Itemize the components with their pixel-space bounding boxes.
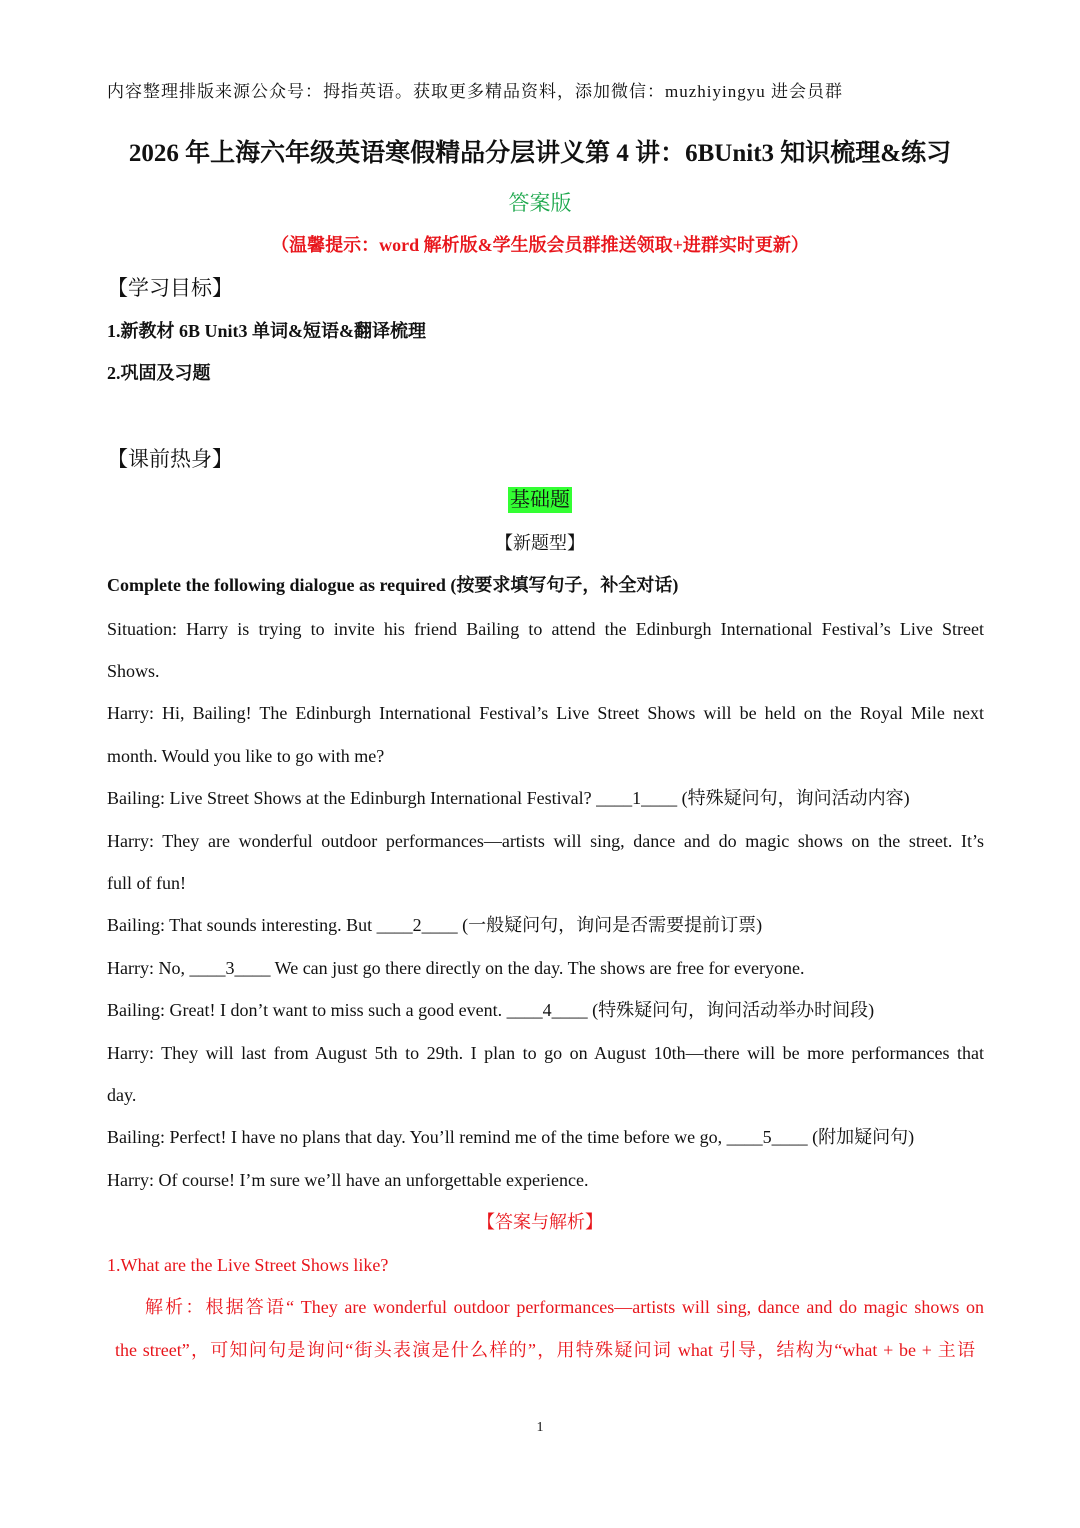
source-note: 内容整理排版来源公众号：拇指英语。获取更多精品资料，添加微信：muzhiyingyu 进会员群 bbox=[107, 82, 843, 101]
page-number: 1 bbox=[536, 1420, 544, 1435]
answers-heading: 【答案与解析】 bbox=[477, 1212, 603, 1232]
answer-item: 1.What are the Live Street Shows like? bbox=[107, 1255, 389, 1275]
dialogue-line: day. bbox=[107, 1085, 137, 1105]
dialogue-line: Bailing: Perfect! I have no plans that day. You’ll remind me of the time before we go, ____5____ (附加疑问句) bbox=[107, 1127, 915, 1147]
dialogue-line: Harry: Hi, Bailing! The Edinburgh International Festival’s Live Street Shows will be held on the Royal Mile next bbox=[107, 703, 984, 723]
tip-note: （温馨提示：word 解析版&学生版会员群推送领取+进群实时更新） bbox=[271, 235, 809, 255]
dialogue-line: Bailing: Live Street Shows at the Edinburgh International Festival? ____1____ (特殊疑问句，询问活动内容) bbox=[107, 788, 910, 808]
analysis-text: the street”，可知问句是询问“街头表演是什么样的”，用特殊疑问词 what 引导，结构为“what + be + 主语 bbox=[115, 1340, 975, 1360]
level-tag: 基础题 bbox=[510, 489, 570, 511]
dialogue-line: Bailing: That sounds interesting. But ____2____ (一般疑问句，询问是否需要提前订票) bbox=[107, 915, 763, 935]
dialogue-line: month. Would you like to go with me? bbox=[107, 746, 385, 766]
dialogue-line: Harry: They are wonderful outdoor performances—artists will sing, dance and do magic shows on the street. It’s bbox=[107, 831, 984, 851]
dialogue-line: Bailing: Great! I don’t want to miss such a good event. ____4____ (特殊疑问句，询问活动举办时间段) bbox=[107, 1000, 875, 1020]
answer-version-label: 答案版 bbox=[508, 191, 572, 215]
dialogue-line: Harry: Of course! I’m sure we’ll have an unforgettable experience. bbox=[107, 1170, 589, 1190]
dialogue-line: Harry: They will last from August 5th to 29th. I plan to go on August 10th—there will be more performances that bbox=[107, 1043, 984, 1063]
learning-goal-item: 2.巩固及习题 bbox=[107, 363, 211, 383]
dialogue-line: Harry: No, ____3____ We can just go there directly on the day. The shows are free for everyone. bbox=[107, 958, 805, 978]
dialogue-line: full of fun! bbox=[107, 873, 186, 893]
warmup-heading: 【课前热身】 bbox=[107, 447, 233, 471]
dialogue-line: Shows. bbox=[107, 661, 160, 681]
exercise-instruction: Complete the following dialogue as required (按要求填写句子，补全对话) bbox=[107, 575, 679, 595]
page-title: 2026 年上海六年级英语寒假精品分层讲义第 4 讲：6BUnit3 知识梳理&练习 bbox=[128, 140, 952, 167]
analysis-text: 解析：根据答语“ They are wonderful outdoor performances—artists will sing, dance and do magic shows on bbox=[145, 1297, 984, 1317]
new-type-label: 【新题型】 bbox=[495, 533, 585, 553]
learning-goal-item: 1.新教材 6B Unit3 单词&短语&翻译梳理 bbox=[107, 321, 426, 341]
learning-goals-heading: 【学习目标】 bbox=[107, 276, 233, 300]
dialogue-line: Situation: Harry is trying to invite his friend Bailing to attend the Edinburgh International Festival’s Live Street bbox=[107, 619, 984, 639]
